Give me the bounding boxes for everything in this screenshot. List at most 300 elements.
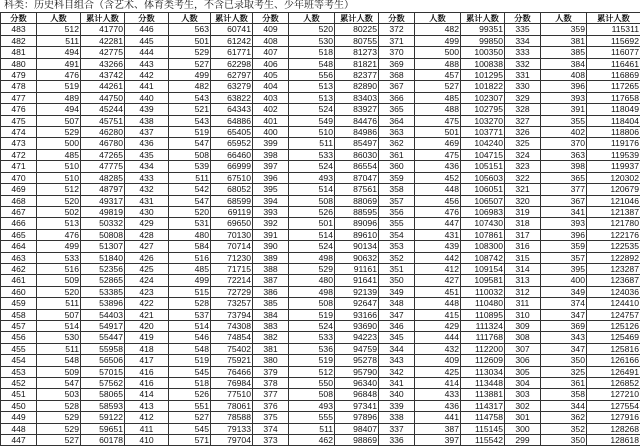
score-cell: 476	[1, 104, 37, 115]
table-row	[1, 286, 640, 297]
count-cell: 511	[37, 298, 81, 309]
count-cell: 533	[289, 332, 335, 343]
count-cell: 513	[289, 81, 335, 92]
score-cell: 378	[253, 378, 289, 389]
cumulative-cell: 121387	[587, 206, 640, 217]
cumulative-cell: 98869	[335, 435, 379, 446]
count-cell: 527	[169, 58, 211, 69]
cumulative-cell: 113448	[461, 378, 505, 389]
cumulative-cell: 104715	[461, 149, 505, 160]
cumulative-cell: 59651	[81, 423, 125, 434]
count-cell: 537	[169, 309, 211, 320]
cumulative-cell: 112609	[461, 355, 505, 366]
count-cell: 563	[169, 24, 211, 35]
table-row	[1, 309, 640, 320]
cumulative-cell: 114317	[461, 400, 505, 411]
cumulative-cell: 42775	[81, 47, 125, 58]
count-cell: 501	[415, 127, 461, 138]
score-cell: 352	[379, 252, 415, 263]
cumulative-cell: 55958	[81, 343, 125, 354]
cumulative-cell: 118806	[587, 127, 640, 138]
count-cell: 584	[169, 241, 211, 252]
score-cell: 331	[505, 70, 541, 81]
score-cell: 456	[1, 332, 37, 343]
score-cell: 359	[379, 172, 415, 183]
cumulative-cell: 125469	[587, 332, 640, 343]
column-header: 人数	[37, 13, 81, 24]
score-cell: 402	[253, 104, 289, 115]
count-cell: 475	[415, 149, 461, 160]
cumulative-cell: 111768	[461, 332, 505, 343]
cumulative-cell: 107861	[461, 229, 505, 240]
score-cell: 397	[253, 161, 289, 172]
cumulative-cell: 75921	[211, 355, 253, 366]
count-cell: 482	[415, 24, 461, 35]
count-cell: 528	[169, 298, 211, 309]
score-cell: 369	[379, 58, 415, 69]
count-cell: 529	[37, 412, 81, 423]
score-cell: 416	[125, 366, 169, 377]
score-cell: 330	[505, 81, 541, 92]
table-row	[1, 172, 640, 183]
cumulative-cell: 58065	[81, 389, 125, 400]
score-cell: 475	[1, 115, 37, 126]
score-cell: 482	[1, 35, 37, 46]
score-cell: 339	[379, 400, 415, 411]
count-cell: 433	[415, 389, 461, 400]
count-cell: 556	[289, 70, 335, 81]
cumulative-cell: 115145	[461, 423, 505, 434]
count-cell: 511	[37, 35, 81, 46]
score-cell: 322	[505, 172, 541, 183]
count-cell: 432	[415, 343, 461, 354]
cumulative-cell: 105603	[461, 172, 505, 183]
count-cell: 529	[37, 423, 81, 434]
cumulative-cell: 79704	[211, 435, 253, 446]
cumulative-cell: 107430	[461, 218, 505, 229]
score-cell: 357	[379, 195, 415, 206]
cumulative-cell: 119176	[587, 138, 640, 149]
count-cell: 499	[37, 241, 81, 252]
cumulative-cell: 87561	[335, 184, 379, 195]
cumulative-cell: 66460	[211, 149, 253, 160]
table-row	[1, 343, 640, 354]
count-cell: 480	[169, 229, 211, 240]
count-cell: 519	[169, 355, 211, 366]
score-cell: 307	[505, 343, 541, 354]
table-row	[1, 104, 640, 115]
score-cell: 318	[505, 218, 541, 229]
cumulative-cell: 56506	[81, 355, 125, 366]
cumulative-cell: 121046	[587, 195, 640, 206]
count-cell: 513	[289, 92, 335, 103]
count-cell: 545	[169, 366, 211, 377]
count-cell: 409	[415, 355, 461, 366]
cumulative-cell: 89096	[335, 218, 379, 229]
count-cell: 425	[415, 366, 461, 377]
table-row	[1, 241, 640, 252]
column-header: 人数	[541, 13, 587, 24]
score-cell: 346	[379, 320, 415, 331]
score-cell: 341	[379, 378, 415, 389]
count-cell: 512	[289, 366, 335, 377]
cumulative-cell: 128618	[587, 435, 640, 446]
cumulative-cell: 43742	[81, 70, 125, 81]
count-cell: 513	[37, 218, 81, 229]
table-row	[1, 184, 640, 195]
score-cell: 370	[379, 47, 415, 58]
cumulative-cell: 78588	[211, 412, 253, 423]
table-row	[1, 70, 640, 81]
count-cell: 476	[415, 206, 461, 217]
count-cell: 412	[415, 263, 461, 274]
cumulative-cell: 113034	[461, 366, 505, 377]
count-cell: 377	[541, 184, 587, 195]
score-cell: 460	[1, 286, 37, 297]
cumulative-cell: 46780	[81, 138, 125, 149]
cumulative-cell: 65405	[211, 127, 253, 138]
count-cell: 485	[169, 263, 211, 274]
count-cell: 488	[415, 58, 461, 69]
score-cell: 350	[379, 275, 415, 286]
cumulative-cell: 85497	[335, 138, 379, 149]
score-cell: 465	[1, 229, 37, 240]
count-cell: 529	[289, 263, 335, 274]
count-cell: 462	[289, 435, 335, 446]
score-cell: 302	[505, 400, 541, 411]
score-cell: 329	[505, 92, 541, 103]
count-cell: 447	[415, 218, 461, 229]
cumulative-cell: 91641	[335, 275, 379, 286]
count-cell: 542	[169, 184, 211, 195]
score-cell: 473	[1, 138, 37, 149]
cumulative-cell: 73794	[211, 309, 253, 320]
score-cell: 314	[505, 263, 541, 274]
score-cell: 323	[505, 161, 541, 172]
count-cell: 539	[169, 161, 211, 172]
score-cell: 407	[253, 47, 289, 58]
cumulative-cell: 48797	[81, 184, 125, 195]
cumulative-cell: 115692	[587, 35, 640, 46]
score-cell: 360	[379, 161, 415, 172]
cumulative-cell: 70130	[211, 229, 253, 240]
score-cell: 321	[505, 184, 541, 195]
cumulative-cell: 55447	[81, 332, 125, 343]
score-cell: 299	[505, 435, 541, 446]
cumulative-cell: 103771	[461, 127, 505, 138]
count-cell: 374	[541, 298, 587, 309]
cumulative-cell: 44750	[81, 92, 125, 103]
count-cell: 500	[37, 138, 81, 149]
count-cell: 396	[541, 229, 587, 240]
cumulative-cell: 124036	[587, 286, 640, 297]
score-cell: 448	[1, 423, 37, 434]
cumulative-cell: 127916	[587, 412, 640, 423]
table-row	[1, 355, 640, 366]
count-cell: 533	[37, 252, 81, 263]
count-cell: 499	[169, 275, 211, 286]
cumulative-cell: 123287	[587, 263, 640, 274]
count-cell: 520	[289, 24, 335, 35]
score-cell: 416	[125, 378, 169, 389]
score-cell: 354	[379, 229, 415, 240]
count-cell: 414	[415, 378, 461, 389]
cumulative-cell: 95278	[335, 355, 379, 366]
count-cell: 365	[541, 172, 587, 183]
cumulative-cell: 127210	[587, 389, 640, 400]
score-cell: 425	[125, 263, 169, 274]
score-cell: 437	[125, 127, 169, 138]
count-cell: 528	[37, 400, 81, 411]
cumulative-cell: 115542	[461, 435, 505, 446]
cumulative-cell: 88595	[335, 206, 379, 217]
count-cell: 358	[541, 389, 587, 400]
cumulative-cell: 53385	[81, 286, 125, 297]
score-cell: 429	[125, 218, 169, 229]
score-cell: 426	[125, 252, 169, 263]
cumulative-cell: 119539	[587, 149, 640, 160]
cumulative-cell: 72729	[211, 286, 253, 297]
count-cell: 384	[541, 58, 587, 69]
score-cell: 372	[379, 24, 415, 35]
cumulative-cell: 50808	[81, 229, 125, 240]
cumulative-cell: 90632	[335, 252, 379, 263]
score-distribution-table	[0, 12, 640, 446]
score-cell: 363	[379, 127, 415, 138]
column-header: 累计人数	[81, 13, 125, 24]
cumulative-cell: 93690	[335, 320, 379, 331]
count-cell: 509	[37, 366, 81, 377]
count-cell: 427	[415, 275, 461, 286]
score-cell: 405	[253, 70, 289, 81]
cumulative-cell: 117265	[587, 81, 640, 92]
cumulative-cell: 122176	[587, 229, 640, 240]
count-cell: 343	[541, 332, 587, 343]
score-cell: 394	[253, 195, 289, 206]
cumulative-cell: 45751	[81, 115, 125, 126]
score-cell: 382	[253, 332, 289, 343]
score-cell: 305	[505, 366, 541, 377]
count-cell: 355	[541, 115, 587, 126]
count-cell: 508	[289, 389, 335, 400]
count-cell: 527	[37, 435, 81, 446]
count-cell: 502	[37, 206, 81, 217]
count-cell: 451	[415, 286, 461, 297]
count-cell: 548	[37, 355, 81, 366]
count-cell: 456	[415, 195, 461, 206]
cumulative-cell: 99850	[461, 35, 505, 46]
count-cell: 396	[541, 81, 587, 92]
count-cell: 480	[289, 275, 335, 286]
score-cell: 381	[253, 343, 289, 354]
score-cell: 358	[379, 184, 415, 195]
score-cell: 435	[125, 149, 169, 160]
score-cell: 444	[125, 47, 169, 58]
score-cell: 480	[1, 58, 37, 69]
cumulative-cell: 44261	[81, 81, 125, 92]
score-cell: 433	[125, 172, 169, 183]
cumulative-cell: 115311	[587, 24, 640, 35]
cumulative-cell: 78061	[211, 400, 253, 411]
cumulative-cell: 54917	[81, 320, 125, 331]
count-cell: 362	[541, 412, 587, 423]
score-cell: 431	[125, 195, 169, 206]
cumulative-cell: 63279	[211, 81, 253, 92]
score-cell: 481	[1, 47, 37, 58]
cumulative-cell: 97896	[335, 412, 379, 423]
score-cell: 326	[505, 127, 541, 138]
count-cell: 508	[169, 149, 211, 160]
column-header: 累计人数	[211, 13, 253, 24]
cumulative-cell: 81821	[335, 58, 379, 69]
count-cell: 436	[415, 161, 461, 172]
score-cell: 413	[125, 400, 169, 411]
cumulative-cell: 84986	[335, 127, 379, 138]
score-cell: 474	[1, 127, 37, 138]
table-caption: 科类：历史科目组合（含艺术、体育类考生，不含已录取考生、少年班等考生）	[4, 0, 354, 12]
score-cell: 427	[125, 241, 169, 252]
count-cell: 341	[541, 206, 587, 217]
score-cell: 375	[253, 412, 289, 423]
cumulative-cell: 49317	[81, 195, 125, 206]
count-cell: 415	[415, 309, 461, 320]
score-cell: 468	[1, 195, 37, 206]
table-row	[1, 412, 640, 423]
score-cell: 387	[253, 275, 289, 286]
count-cell: 385	[541, 47, 587, 58]
score-cell: 337	[379, 423, 415, 434]
score-cell: 361	[379, 149, 415, 160]
cumulative-cell: 63822	[211, 92, 253, 103]
score-cell: 470	[1, 172, 37, 183]
score-cell: 325	[505, 138, 541, 149]
table-row	[1, 138, 640, 149]
count-cell: 494	[37, 47, 81, 58]
table-row	[1, 435, 640, 446]
table-row	[1, 24, 640, 35]
table-header-row	[1, 13, 640, 24]
count-cell: 529	[37, 127, 81, 138]
count-cell: 367	[541, 195, 587, 206]
count-cell: 551	[169, 400, 211, 411]
count-cell: 347	[541, 309, 587, 320]
score-cell: 393	[253, 206, 289, 217]
column-header: 累计人数	[587, 13, 640, 24]
score-cell: 345	[379, 332, 415, 343]
score-cell: 442	[125, 70, 169, 81]
score-cell: 467	[1, 206, 37, 217]
count-cell: 524	[289, 161, 335, 172]
count-cell: 408	[541, 70, 587, 81]
count-cell: 344	[541, 400, 587, 411]
count-cell: 448	[415, 298, 461, 309]
count-cell: 530	[37, 332, 81, 343]
cumulative-cell: 111324	[461, 320, 505, 331]
cumulative-cell: 79133	[211, 423, 253, 434]
cumulative-cell: 106983	[461, 206, 505, 217]
score-cell: 424	[125, 275, 169, 286]
cumulative-cell: 121780	[587, 218, 640, 229]
table-row	[1, 298, 640, 309]
cumulative-cell: 71715	[211, 263, 253, 274]
score-cell: 446	[125, 24, 169, 35]
cumulative-cell: 73257	[211, 298, 253, 309]
score-cell: 414	[125, 389, 169, 400]
score-cell: 353	[379, 241, 415, 252]
score-cell: 400	[253, 127, 289, 138]
score-cell: 303	[505, 389, 541, 400]
count-cell: 516	[37, 263, 81, 274]
score-cell: 469	[1, 184, 37, 195]
count-cell: 393	[541, 218, 587, 229]
cumulative-cell: 62298	[211, 58, 253, 69]
count-cell: 494	[37, 104, 81, 115]
count-cell: 395	[541, 263, 587, 274]
score-cell: 436	[125, 138, 169, 149]
cumulative-cell: 69650	[211, 218, 253, 229]
count-cell: 518	[289, 47, 335, 58]
cumulative-cell: 113881	[461, 389, 505, 400]
count-cell: 526	[169, 389, 211, 400]
score-cell: 301	[505, 412, 541, 423]
count-cell: 325	[541, 366, 587, 377]
score-cell: 411	[125, 423, 169, 434]
count-cell: 510	[37, 172, 81, 183]
cumulative-cell: 106051	[461, 184, 505, 195]
score-cell: 349	[379, 286, 415, 297]
count-cell: 393	[541, 92, 587, 103]
cumulative-cell: 95790	[335, 366, 379, 377]
cumulative-cell: 101822	[461, 81, 505, 92]
score-cell: 313	[505, 275, 541, 286]
count-cell: 527	[415, 81, 461, 92]
cumulative-cell: 70714	[211, 241, 253, 252]
count-cell: 498	[289, 252, 335, 263]
count-cell: 514	[289, 184, 335, 195]
score-cell: 335	[505, 24, 541, 35]
cumulative-cell: 57562	[81, 378, 125, 389]
score-cell: 390	[253, 241, 289, 252]
cumulative-cell: 66999	[211, 161, 253, 172]
count-cell: 485	[415, 92, 461, 103]
cumulative-cell: 62797	[211, 70, 253, 81]
count-cell: 475	[415, 115, 461, 126]
score-cell: 403	[253, 92, 289, 103]
count-cell: 514	[289, 229, 335, 240]
cumulative-cell: 93166	[335, 309, 379, 320]
cumulative-cell: 47265	[81, 149, 125, 160]
count-cell: 402	[541, 127, 587, 138]
count-cell: 547	[169, 138, 211, 149]
score-cell: 338	[379, 412, 415, 423]
count-cell: 350	[541, 355, 587, 366]
score-cell: 445	[125, 35, 169, 46]
score-cell: 412	[125, 412, 169, 423]
score-cell: 441	[125, 81, 169, 92]
cumulative-cell: 109154	[461, 263, 505, 274]
cumulative-cell: 68052	[211, 184, 253, 195]
score-cell: 388	[253, 263, 289, 274]
score-cell: 368	[379, 70, 415, 81]
score-cell: 356	[379, 206, 415, 217]
table-row	[1, 195, 640, 206]
count-cell: 548	[169, 343, 211, 354]
score-cell: 385	[253, 298, 289, 309]
score-cell: 319	[505, 206, 541, 217]
cumulative-cell: 103270	[461, 115, 505, 126]
score-cell: 332	[505, 58, 541, 69]
cumulative-cell: 77510	[211, 389, 253, 400]
